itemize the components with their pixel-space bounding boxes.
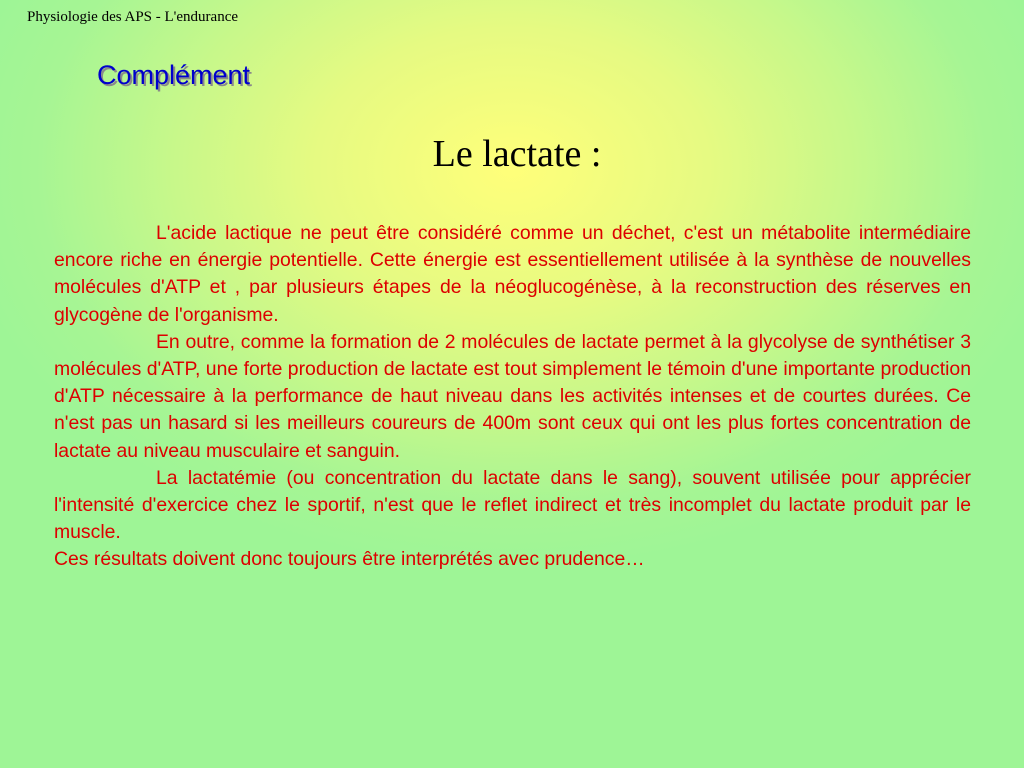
paragraph-conclusion: Ces résultats doivent donc toujours être interprétés avec prudence… [54,548,645,571]
body-text [54,220,971,574]
paragraph-lactatemie: La lactatémie (ou concentration du lactate dans le sang), souvent utilisée pour apprécier l'intensité d'exercice chez le sportif, n'est que le reflet indirect et très incomplet du lactate produit par le muscle. [54,466,971,544]
paragraph-lactate-metabolite: L'acide lactique ne peut être considéré comme un déchet, c'est un métabolite intermédiaire encore riche en énergie potentielle. Cette énergie est essentiellement utilisée à la synthèse de nouvelles molécules d'ATP et , par plusieurs étapes de la néoglucogénèse, à la reconstruction des réserves en glycogène de l'organisme. [54,222,971,326]
slide-title: Le lactate : [432,133,602,175]
paragraph-atp-production: En outre, comme la formation de 2 molécules de lactate permet à la glycolyse de synthétiser 3 molécules d'ATP, une forte production de lactate est tout simplement le témoin d'une importante production d'ATP nécessaire à la performance de haut niveau dans les activités intenses et de courtes durées. Ce n'est pas un hasard si les meilleurs coureurs de 400m sont ceux qui ont les plus fortes concentration de lactate au niveau musculaire et sanguin. [54,330,971,462]
section-title: Complément [97,60,251,90]
header-text: Physiologie des APS - L'endurance [27,9,239,25]
